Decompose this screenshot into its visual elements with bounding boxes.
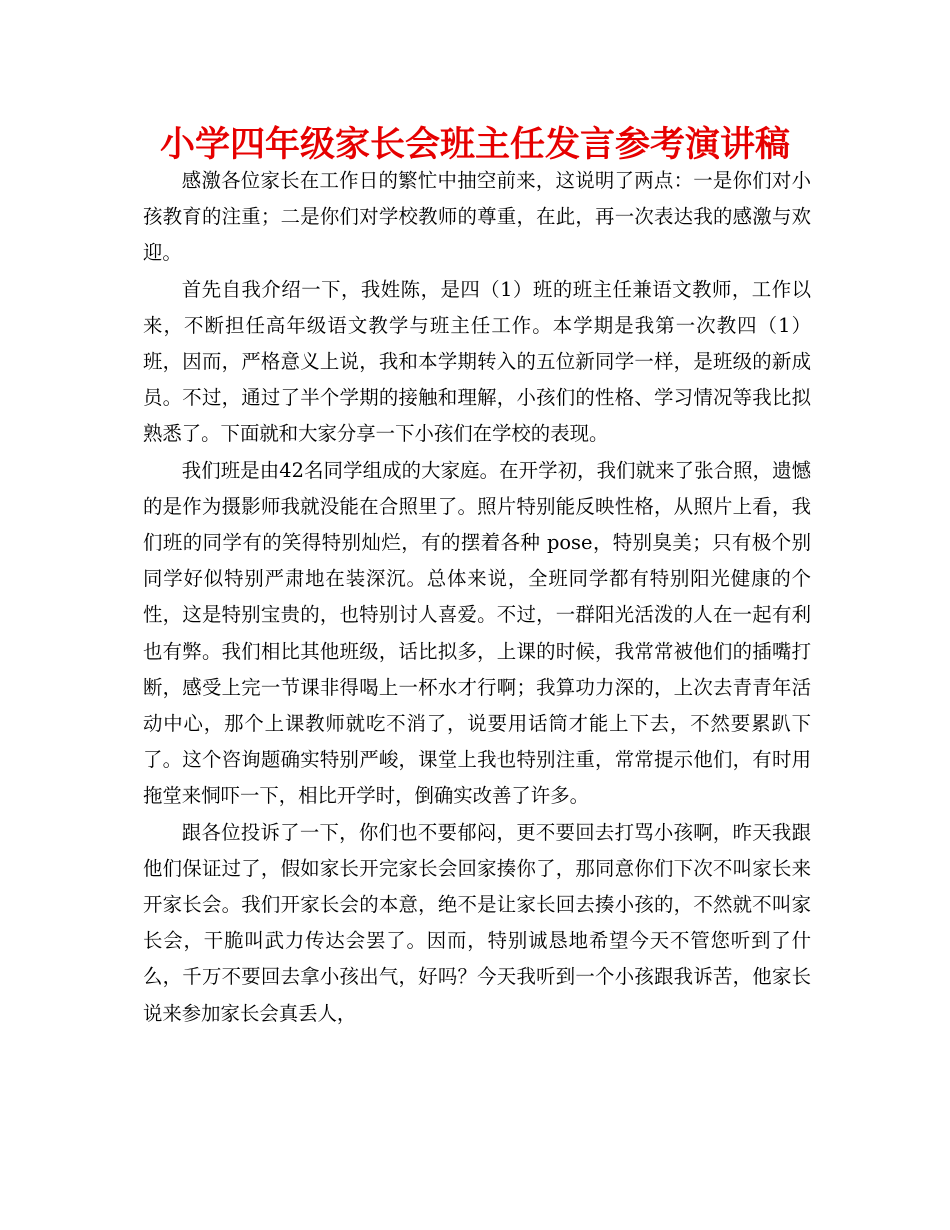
document-title: 小学四年级家长会班主任发言参考演讲稿	[159, 125, 790, 165]
body-paragraph: 首先自我介绍一下，我姓陈，是四（1）班的班主任兼语文教师，工作以来，不断担任高年级语文教学与班主任工作。本学期是我第一次教四（1）班，因而，严格意义上说，我和本学期转入的五位新同学一样，是班级的新成员。不过，通过了半个学期的接触和理解，小孩们的性格、学习情况等我比拟熟悉了。下面就和大家分享一下小孩们在学校的表现。	[143, 277, 811, 446]
body-paragraph: 跟各位投诉了一下，你们也不要郁闷，更不要回去打骂小孩啊，昨天我跟他们保证过了，假如家长开完家长会回家揍你了，那同意你们下次不叫家长来开家长会。我们开家长会的本意，绝不是让家长回去揍小孩的，不然就不叫家长会，干脆叫武力传达会罢了。因而，特别诚恳地希望今天不管您听到了什么，千万不要回去拿小孩出气，好吗？今天我听到一个小孩跟我诉苦，他家长说来参加家长会真丢人，	[143, 820, 811, 1025]
body-paragraph: 我们班是由42名同学组成的大家庭。在开学初，我们就来了张合照，遗憾的是作为摄影师我就没能在合照里了。照片特别能反映性格，从照片上看，我们班的同学有的笑得特别灿烂，有的摆着各种 pose，特别臭美；只有极个别同学好似特别严肃地在装深沉。总体来说，全班同学都有特别阳光健康的个性，这是特别宝贵的，也特别讨人喜爱。不过，一群阳光活泼的人在一起有利也有弊。我们相比其他班级，话比拟多，上课的时候，我常常被他们的插嘴打断，感受上完一节课非得喝上一杯水才行啊；我算功力深的，上次去青青年活动中心，那个上课教师就吃不消了，说要用话筒才能上下去，不然要累趴下了。这个咨询题确实特别严峻，课堂上我也特别注重，常常提示他们，有时用拖堂来恫吓一下，相比开学时，倒确实改善了许多。	[143, 458, 811, 808]
document-body	[143, 163, 811, 1032]
body-paragraph: 感激各位家长在工作日的繁忙中抽空前来，这说明了两点：一是你们对小孩教育的注重；二是你们对学校教师的尊重，在此，再一次表达我的感激与欢迎。	[143, 169, 811, 265]
